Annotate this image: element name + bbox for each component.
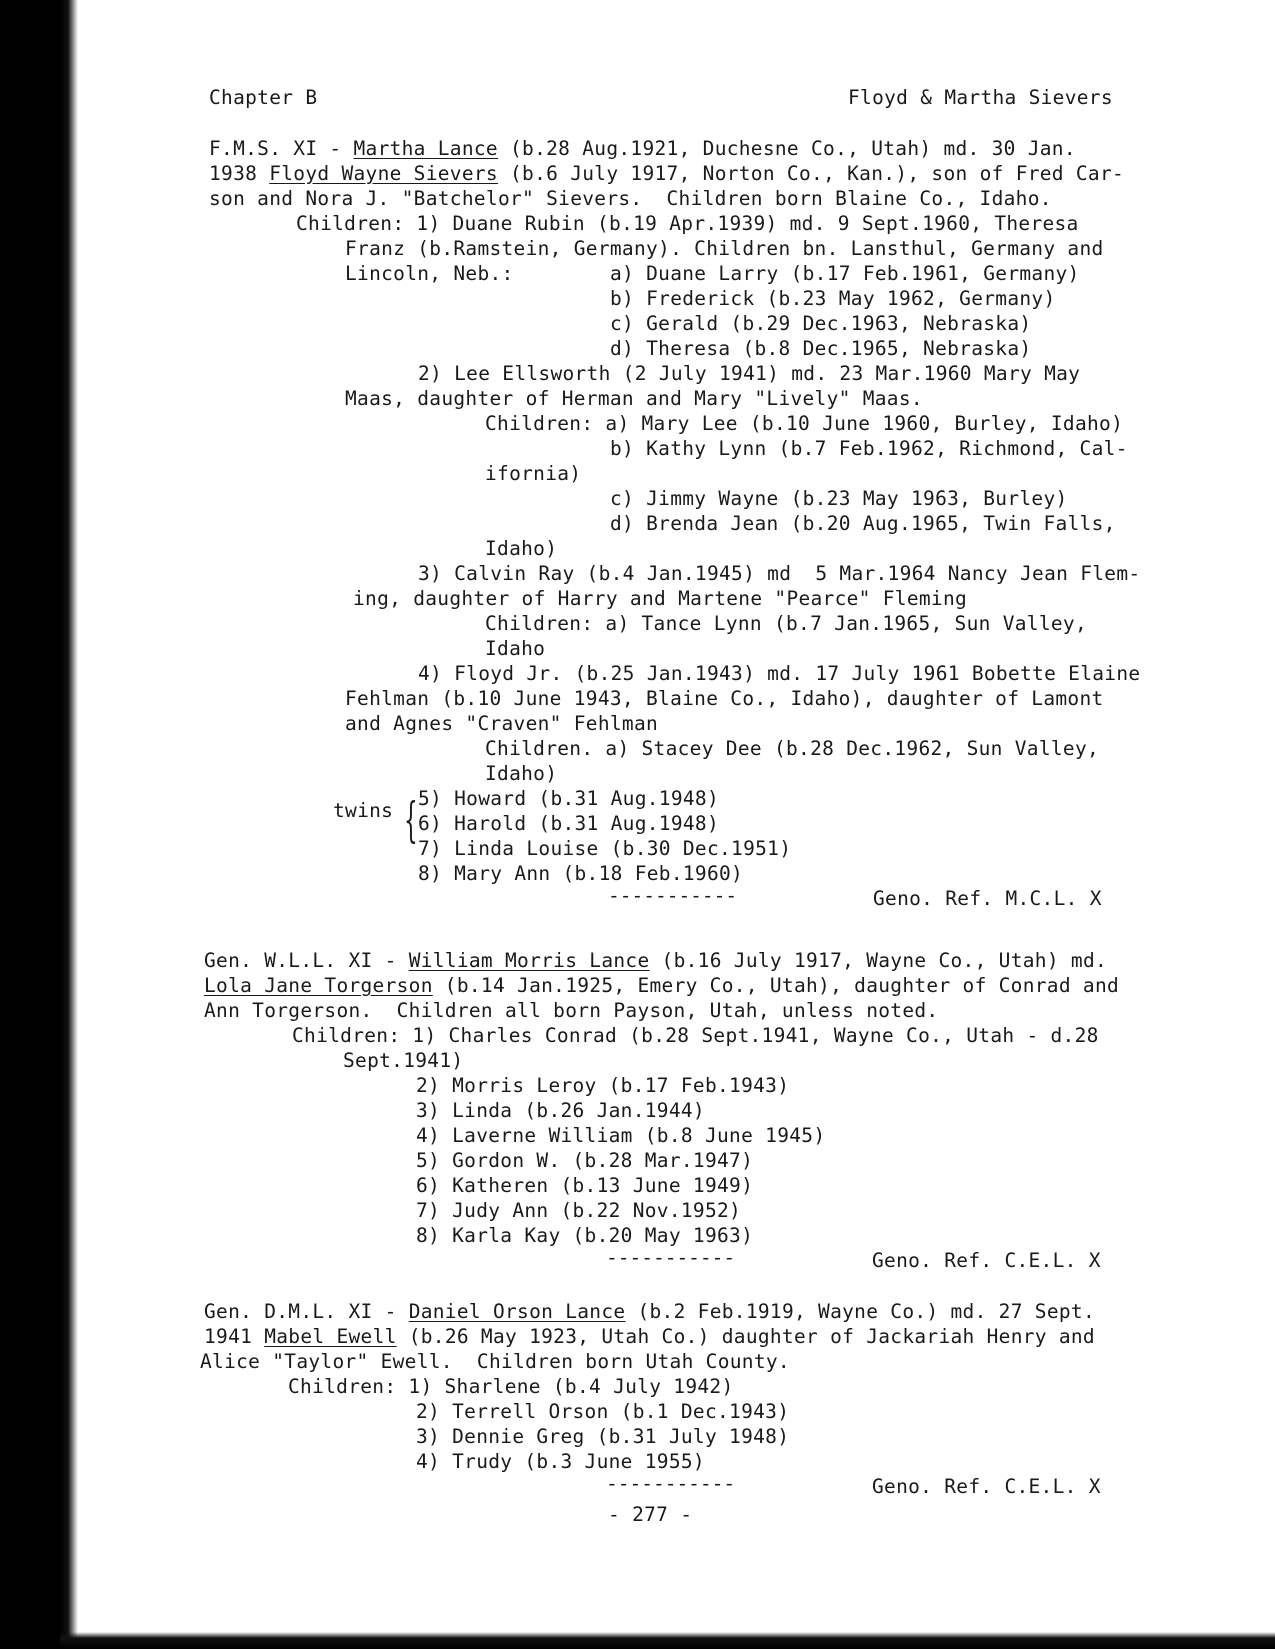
child-line: 2) Terrell Orson (b.1 Dec.1943) <box>416 1400 790 1423</box>
geno-reference: Geno. Ref. M.C.L. X <box>873 887 1102 910</box>
entry-fms-line3: son and Nora J. "Batchelor" Sievers. Children born Blaine Co., Idaho. <box>209 187 1052 210</box>
entry-dml-line2: 1941 Mabel Ewell (b.26 May 1923, Utah Co.) daughter of Jackariah Henry and <box>204 1325 1095 1348</box>
child-line: Children: 1) Sharlene (b.4 July 1942) <box>288 1375 734 1398</box>
twins-brace: { <box>404 792 418 848</box>
entry-wll-line3: Ann Torgerson. Children all born Payson, Utah, unless noted. <box>204 999 939 1022</box>
child-line: Sept.1941) <box>343 1049 464 1072</box>
geno-reference: Geno. Ref. C.E.L. X <box>872 1475 1101 1498</box>
spouse-name: Floyd Wayne Sievers <box>269 162 498 185</box>
section-divider: ----------- <box>606 1246 736 1269</box>
grandchild-line: Idaho) <box>485 762 558 785</box>
geno-reference: Geno. Ref. C.E.L. X <box>872 1249 1101 1272</box>
twins-label: twins <box>333 799 394 822</box>
grandchild-line: Children: a) Tance Lynn (b.7 Jan.1965, Sun Valley, <box>485 612 1087 635</box>
child-line: Children: 1) Charles Conrad (b.28 Sept.1941, Wayne Co., Utah - d.28 <box>292 1024 1099 1047</box>
page-number: - 277 - <box>608 1503 693 1526</box>
child-line: 5) Howard (b.31 Aug.1948) <box>418 787 719 810</box>
child-line: 6) Katheren (b.13 June 1949) <box>416 1174 754 1197</box>
child-line: 5) Gordon W. (b.28 Mar.1947) <box>416 1149 754 1172</box>
header-chapter: Chapter B <box>209 86 318 109</box>
child-line: 4) Laverne William (b.8 June 1945) <box>416 1124 826 1147</box>
child-line: 4) Floyd Jr. (b.25 Jan.1943) md. 17 July 1961 Bobette Elaine <box>418 662 1141 685</box>
child-line: 7) Judy Ann (b.22 Nov.1952) <box>416 1199 742 1222</box>
child-line: 3) Dennie Greg (b.31 July 1948) <box>416 1425 790 1448</box>
child-line: Lincoln, Neb.: <box>345 262 514 285</box>
child-line: and Agnes "Craven" Fehlman <box>345 712 659 735</box>
section-divider: ----------- <box>606 1472 736 1495</box>
entry-wll-line1: Gen. W.L.L. XI - William Morris Lance (b.16 July 1917, Wayne Co., Utah) md. <box>204 949 1108 972</box>
entry-fms-line1: F.M.S. XI - Martha Lance (b.28 Aug.1921, Duchesne Co., Utah) md. 30 Jan. <box>209 137 1076 160</box>
grandchild-line: ifornia) <box>485 462 582 485</box>
child-line: 2) Morris Leroy (b.17 Feb.1943) <box>416 1074 790 1097</box>
child-line: Children: 1) Duane Rubin (b.19 Apr.1939) md. 9 Sept.1960, Theresa <box>296 212 1079 235</box>
grandchild-line: d) Theresa (b.8 Dec.1965, Nebraska) <box>610 337 1032 360</box>
child-line: 8) Karla Kay (b.20 May 1963) <box>416 1224 754 1247</box>
child-line: ing, daughter of Harry and Martene "Pearce" Fleming <box>353 587 968 610</box>
grandchild-line: Children. a) Stacey Dee (b.28 Dec.1962, Sun Valley, <box>485 737 1100 760</box>
child-line: 3) Calvin Ray (b.4 Jan.1945) md 5 Mar.1964 Nancy Jean Flem- <box>418 562 1141 585</box>
entry-wll-line2: Lola Jane Torgerson (b.14 Jan.1925, Emery Co., Utah), daughter of Conrad and <box>204 974 1120 997</box>
grandchild-line: c) Jimmy Wayne (b.23 May 1963, Burley) <box>610 487 1068 510</box>
entry-dml-line3: Alice "Taylor" Ewell. Children born Utah County. <box>200 1350 790 1373</box>
entry-dml-line1: Gen. D.M.L. XI - Daniel Orson Lance (b.2 Feb.1919, Wayne Co.) md. 27 Sept. <box>204 1300 1095 1323</box>
child-line: 4) Trudy (b.3 June 1955) <box>416 1450 705 1473</box>
section-divider: ----------- <box>608 884 738 907</box>
grandchild-line: Children: a) Mary Lee (b.10 June 1960, Burley, Idaho) <box>485 412 1124 435</box>
grandchild-line: a) Duane Larry (b.17 Feb.1961, Germany) <box>610 262 1080 285</box>
grandchild-line: b) Kathy Lynn (b.7 Feb.1962, Richmond, Cal- <box>610 437 1128 460</box>
entry-fms-line2: 1938 Floyd Wayne Sievers (b.6 July 1917, Norton Co., Kan.), son of Fred Car- <box>209 162 1125 185</box>
spouse-name: Mabel Ewell <box>264 1325 397 1348</box>
child-line: Franz (b.Ramstein, Germany). Children bn. Lansthul, Germany and <box>345 237 1104 260</box>
grandchild-line: Idaho <box>485 637 546 660</box>
person-name: William Morris Lance <box>408 949 650 972</box>
child-line: 7) Linda Louise (b.30 Dec.1951) <box>418 837 792 860</box>
child-line: Fehlman (b.10 June 1943, Blaine Co., Idaho), daughter of Lamont <box>345 687 1104 710</box>
grandchild-line: d) Brenda Jean (b.20 Aug.1965, Twin Falls, <box>610 512 1116 535</box>
grandchild-line: Idaho) <box>485 537 558 560</box>
child-line: Maas, daughter of Herman and Mary "Lively" Maas. <box>345 387 923 410</box>
child-line: 6) Harold (b.31 Aug.1948) <box>418 812 719 835</box>
person-name: Daniel Orson Lance <box>408 1300 626 1323</box>
grandchild-line: c) Gerald (b.29 Dec.1963, Nebraska) <box>610 312 1032 335</box>
child-line: 3) Linda (b.26 Jan.1944) <box>416 1099 705 1122</box>
grandchild-line: b) Frederick (b.23 May 1962, Germany) <box>610 287 1056 310</box>
child-line: 8) Mary Ann (b.18 Feb.1960) <box>418 862 744 885</box>
spouse-name: Lola Jane Torgerson <box>204 974 433 997</box>
person-name: Martha Lance <box>353 137 498 160</box>
header-family: Floyd & Martha Sievers <box>848 86 1113 109</box>
child-line: 2) Lee Ellsworth (2 July 1941) md. 23 Mar.1960 Mary May <box>418 362 1081 385</box>
